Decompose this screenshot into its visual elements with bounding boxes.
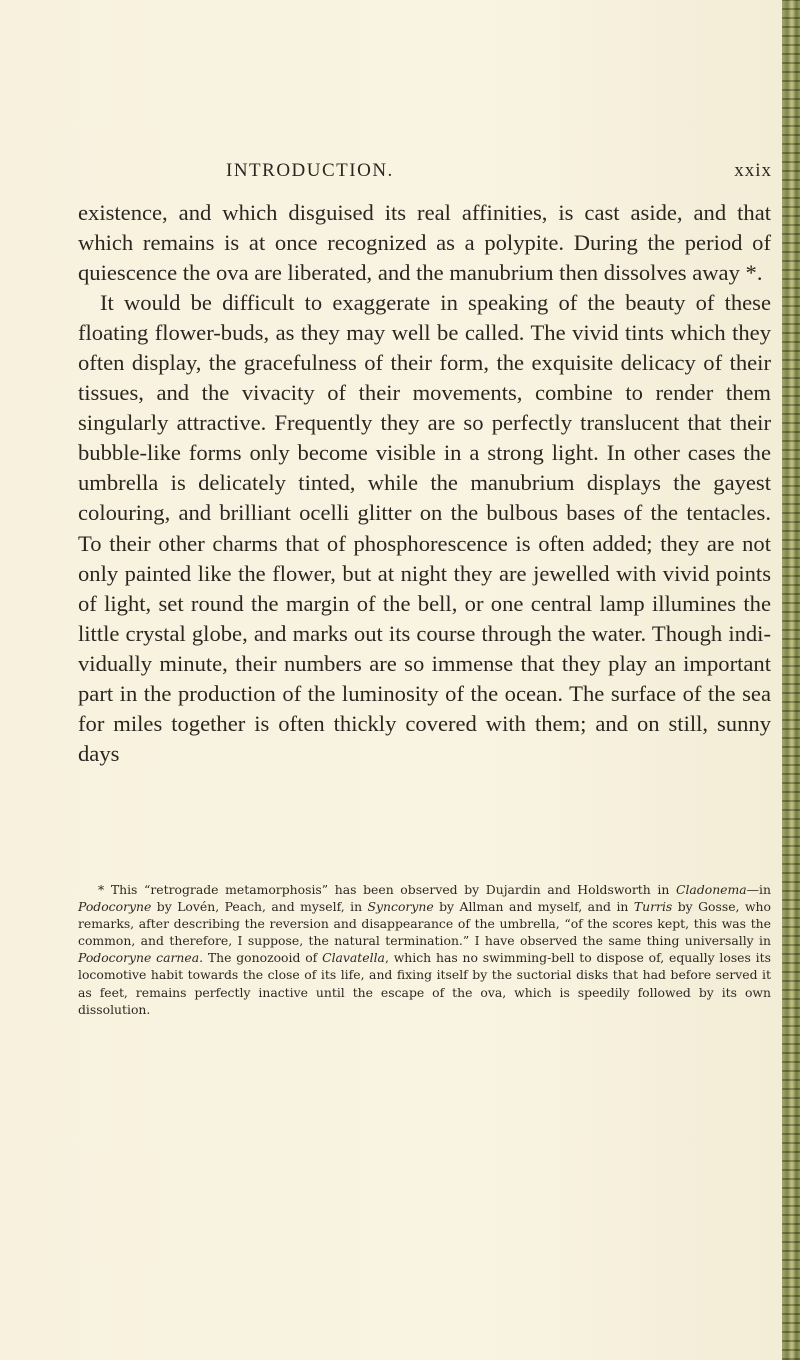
text-run: * This “retrograde metamorphosis” has been observed by Dujardin and Holdsworth in: [98, 882, 676, 897]
text-run: by Lovén, Peach, and myself, in: [151, 899, 368, 915]
running-title: INTRODUCTION.: [226, 160, 394, 181]
taxon-name: Clavatella: [322, 950, 385, 966]
taxon-name: Podocoryne carnea.: [78, 950, 204, 966]
text-run: existence, and which disguised its real affinities, is cast aside, and that which remains is at once recognized as a polypite. During the period of quiescence the ova are liberated, and the manubrium then dissolves away: [78, 200, 771, 286]
text-run: by Gosse, who remarks, after describing the reversion and disappearance of the umbrella, “of the scores kept, this was the common, and therefore, I suppose, the natural termination.” I have observed the same thing universally in: [78, 899, 771, 949]
paragraph: [78, 198, 771, 288]
paragraph: It would be difficult to exaggerate in speaking of the beauty of these floating flower-buds, as they may well be called. The vivid tints which they often display, the gracefulness of their form, the exquisite delicacy of their tissues, and the vivacity of their movements, combine to render them singularly attractive. Frequently they are so perfectly translucent that their bubble-like forms only become visible in a strong light. In other cases the umbrella is delicately tinted, while the manubrium displays the gayest colouring, and brilliant ocelli glitter on the bulbous bases of the tentacles. To their other charms that of phosphorescence is often added; they are not only painted like the flower, but at night they are jewelled with vivid points of light, set round the margin of the bell, or one central lamp illumines the little crystal globe, and marks out its course through the water. Though individually minute, their numbers are so immense that they play an important part in the production of the luminosity of the ocean. The surface of the sea for miles together is often thickly covered with them; and on still, sunny days: [78, 290, 771, 766]
running-header: [226, 160, 772, 186]
taxon-name: Turris: [633, 899, 673, 915]
body-text: [78, 198, 771, 769]
taxon-name: Podocoryne: [78, 899, 152, 915]
taxon-name: Cladonema: [675, 882, 747, 897]
text-run: —in: [746, 882, 771, 897]
text-run: .: [756, 260, 763, 286]
footnote: [78, 881, 771, 1018]
taxon-name: Syncoryne: [367, 899, 434, 915]
text-run: by Allman and myself, and in: [433, 899, 634, 915]
footnote-text: [78, 881, 771, 1018]
footnote-marker: *: [745, 260, 757, 286]
text-run: The gonozooid of: [203, 950, 323, 966]
book-binding-edge: [782, 0, 800, 1360]
page-number: xxix: [734, 160, 772, 181]
text-run: , which has no swimming-bell to dispose of, equally loses its locomotive habit towards the close of its life, and fixing itself by the suctorial disks that had before served it as feet, remains perfectly inactive until the escape of the ova, which is speedily followed by its own dissolution.: [78, 950, 771, 1017]
